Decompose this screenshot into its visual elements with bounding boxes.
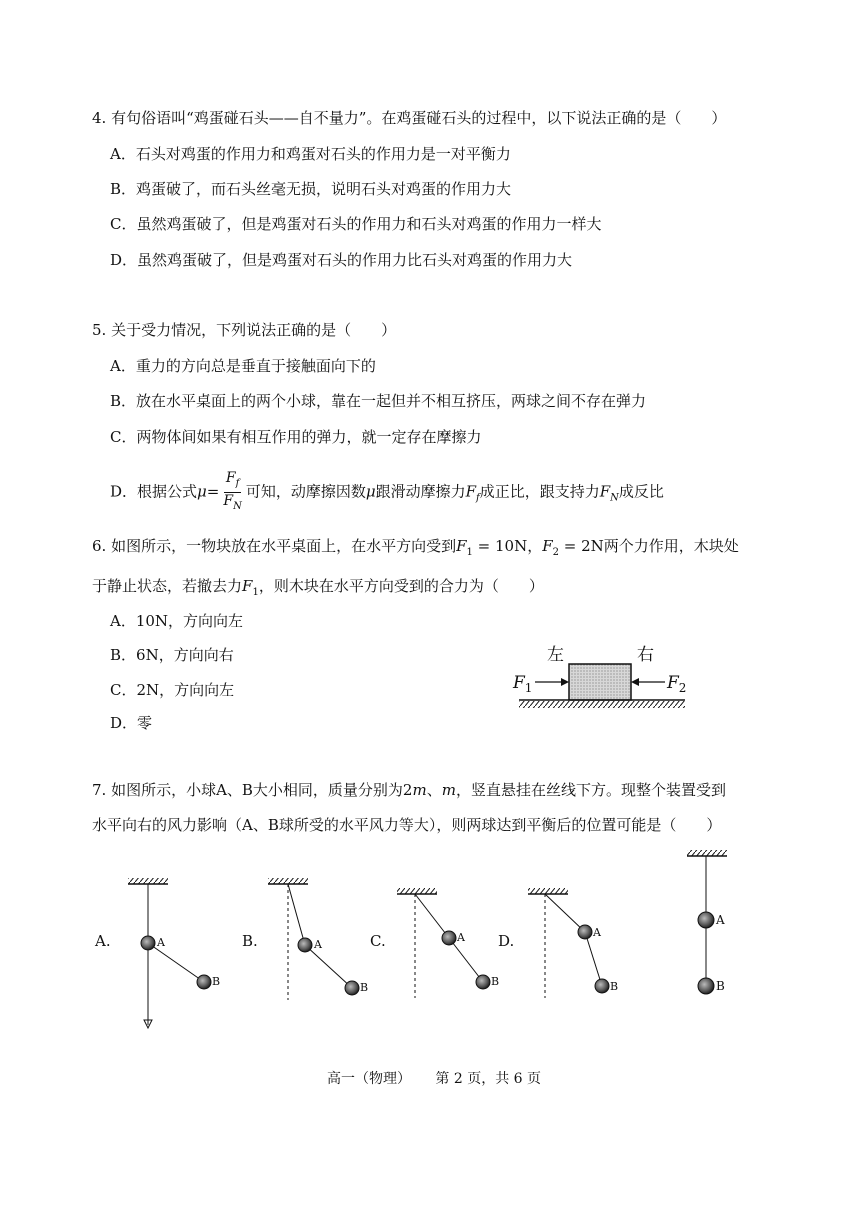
q7-fig-d-ball-a [578, 925, 592, 939]
q5-d-ff-sub: f [476, 492, 480, 504]
q6-fig-f1-sub: 1 [524, 681, 533, 695]
q5-option-a: A．重力的方向总是垂直于接触面向下的 [110, 357, 376, 375]
q6-option-d: D．零 [110, 714, 153, 732]
q6-f1-val: = 10N， [472, 537, 543, 555]
q6-label-right: 右 [637, 645, 654, 665]
footer-page: 第 2 页，共 6 页 [435, 1071, 542, 1087]
q6-stem-line1 [92, 536, 739, 563]
q7-fig-d-ball-b [595, 979, 609, 993]
q6-stem-b-f: F [242, 577, 253, 595]
q6-stem-line2 [92, 576, 544, 603]
q7-fig-a-ball-b [197, 975, 211, 989]
q5-d-mu: μ= [197, 482, 220, 501]
q7-fig-e-ball-b [698, 978, 714, 994]
svg-text:F1 [512, 673, 532, 695]
q5-d-mid3: 成正比，跟支持力 [479, 482, 600, 501]
q7-fig-b-label: B. [242, 932, 258, 950]
q6-fig-f1: F [513, 673, 525, 693]
q6-f1: F [456, 537, 467, 555]
q6-option-a: A．10N，方向向左 [110, 612, 244, 630]
q7-stem-a3: ，竖直悬挂在丝线下方。现整个装置受到 [455, 781, 726, 799]
q5-d-ff: F [465, 482, 477, 501]
q5-stem: 5. 关于受力情况，下列说法正确的是（ ） [92, 321, 397, 339]
q7-fig-a-label-b: B [212, 975, 221, 988]
q4-option-b: B．鸡蛋破了，而石头丝毫无损，说明石头对鸡蛋的作用力大 [110, 180, 512, 198]
q5-d-num: F [225, 470, 236, 486]
q7-fig-c-label: C. [370, 932, 386, 950]
q7-fig-d-label-a: A [593, 926, 601, 939]
q5-option-d [110, 470, 664, 518]
q6-fig-f2: F [667, 673, 679, 693]
page-footer [0, 1068, 868, 1088]
q7-fig-b-ball-b [345, 981, 359, 995]
q7-fig-a-label: A. [95, 932, 111, 950]
q4-option-a: A．石头对鸡蛋的作用力和鸡蛋对石头的作用力是一对平衡力 [110, 145, 511, 163]
q7-fig-d-label: D. [498, 932, 515, 950]
q7-fig-d-label-b: B [610, 980, 619, 993]
q7-figure-e [687, 850, 727, 994]
q6-stem-b1: 于静止状态，若撤去力 [92, 577, 243, 595]
q6-stem-b2: ，则木块在水平方向受到的合力为（ ） [258, 577, 544, 595]
q6-option-b: B．6N，方向向右 [110, 646, 234, 664]
q6-block [569, 664, 631, 700]
q7-fig-b-label-a: A [314, 938, 322, 951]
footer-course: 高一（物理） [326, 1071, 411, 1087]
q7-figure-a [94, 878, 220, 1028]
q4-stem: 4. 有句俗语叫“鸡蛋碰石头——自不量力”。在鸡蛋碰石头的过程中，以下说法正确的是（ ） [92, 109, 727, 127]
q4-option-c: C．虽然鸡蛋破了，但是鸡蛋对石头的作用力和石头对鸡蛋的作用力一样大 [110, 215, 602, 233]
q7-fig-c-label-b: B [491, 975, 500, 988]
q6-stem-b-sub: 1 [252, 587, 259, 598]
q7-fig-b-label-b: B [360, 981, 369, 994]
q5-d-fraction [221, 470, 243, 515]
q5-d-mid: 可知，动摩擦因数 [245, 482, 366, 501]
q6-stem-a: 6. 如图所示，一物块放在水平桌面上，在水平方向受到 [92, 537, 457, 555]
q6-f2-val: = 2N两个力作用，木块处 [559, 537, 739, 555]
q7-stem-a1: 7. 如图所示，小球A、B大小相同，质量分别为2 [92, 781, 413, 799]
q7-fig-a-label-a: A [157, 936, 165, 949]
q6-f1-sub: 1 [466, 547, 473, 558]
q6-table-hatch [519, 701, 685, 708]
q5-d-suffix: 成反比 [618, 482, 664, 501]
q5-option-b: B．放在水平桌面上的两个小球，靠在一起但并不相互挤压，两球之间不存在弹力 [110, 392, 647, 410]
q5-d-den-sub: N [233, 500, 242, 512]
q6-label-left: 左 [547, 645, 564, 665]
q7-figure-c [370, 888, 499, 998]
q6-option-c: C．2N，方向向左 [110, 681, 235, 699]
q7-stem-a2: 、 [426, 781, 442, 799]
q7-fig-c-ball-b [476, 975, 490, 989]
q6-block-figure [505, 640, 695, 720]
q4-option-d: D．虽然鸡蛋破了，但是鸡蛋对石头的作用力比石头对鸡蛋的作用力大 [110, 251, 573, 269]
q6-fig-f2-sub: 2 [678, 681, 687, 695]
q5-d-num-sub: f [235, 477, 240, 489]
q5-d-fn-sub: N [610, 492, 619, 504]
q7-figure-d [498, 888, 618, 998]
q7-m2: m [441, 781, 456, 799]
q6-f2-sub: 2 [552, 547, 560, 558]
svg-text:F2 [666, 673, 686, 695]
q5-d-den: F [223, 492, 234, 509]
q7-fig-c-label-a: A [457, 931, 465, 944]
q7-fig-e-label-a: A [716, 913, 725, 927]
q5-d-mu2: μ [365, 482, 376, 501]
q5-d-fn: F [599, 482, 611, 501]
q5-option-c: C．两物体间如果有相互作用的弹力，就一定存在摩擦力 [110, 428, 482, 446]
q7-m1: m [412, 781, 427, 799]
q7-fig-c-ball-a [442, 931, 456, 945]
q5-d-mid2: 跟滑动摩擦力 [375, 482, 466, 501]
q7-figure-b [242, 878, 368, 1000]
q7-fig-a-ball-a [141, 936, 155, 950]
q7-stem-line1 [92, 780, 726, 800]
q7-fig-e-ball-a [698, 912, 714, 928]
q7-fig-b-ball-a [298, 938, 312, 952]
q7-stem-line2: 水平向右的风力影响（A、B球所受的水平风力等大），则两球达到平衡后的位置可能是（ ） [92, 816, 722, 834]
q6-f2: F [542, 537, 553, 555]
q5-d-prefix: D．根据公式 [110, 482, 198, 501]
q7-figures [0, 840, 868, 1040]
q7-fig-e-label-b: B [716, 979, 725, 993]
